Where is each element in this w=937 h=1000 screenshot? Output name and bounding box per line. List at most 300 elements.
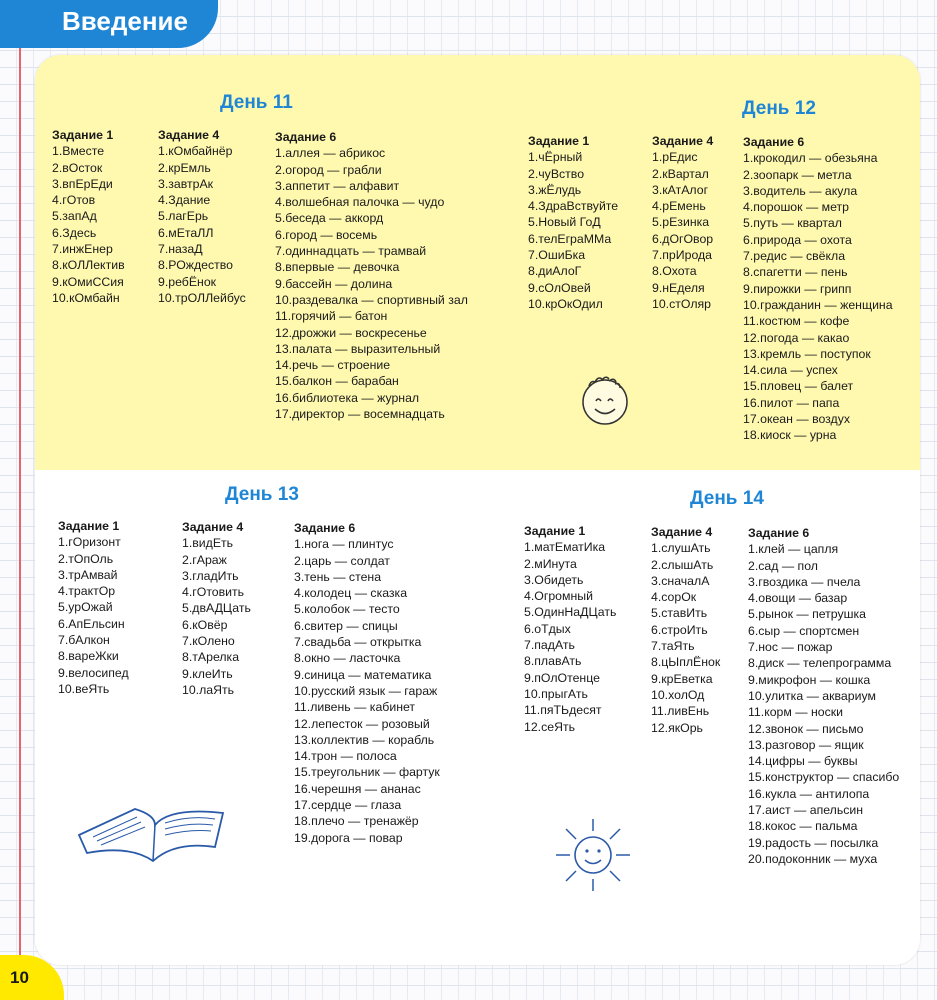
answer-list: [748, 541, 899, 867]
item-number: 3.: [652, 182, 663, 197]
item-number: 4.: [158, 193, 169, 208]
answer-text: инжЕнер: [62, 242, 113, 257]
answer-list: [182, 535, 251, 698]
answer-item: [294, 797, 440, 813]
item-number: 10.: [294, 683, 312, 698]
item-number: 2.: [651, 557, 662, 572]
answer-item: [743, 313, 893, 329]
item-number: 13.: [294, 732, 312, 747]
item-number: 8.: [294, 651, 305, 666]
answer-item: [743, 411, 893, 427]
answer-item: [743, 330, 893, 346]
day-14-task-1-column: [524, 523, 616, 735]
answer-text: мЕтаЛЛ: [168, 225, 214, 240]
answer-text: тОпОль: [68, 551, 114, 566]
answer-text: звонок — письмо: [765, 721, 864, 736]
answer-text: рЕдис: [662, 150, 698, 165]
answer-text: кОмиССия: [62, 274, 124, 289]
answer-text: гОризонт: [68, 535, 121, 550]
answer-text: радость — посылка: [765, 835, 879, 850]
answer-text: Огромный: [534, 589, 593, 604]
answer-text: диск — телепрограмма: [758, 656, 892, 671]
answer-item: [528, 280, 618, 296]
answer-item: [652, 166, 713, 182]
day-14-task-6-column: [748, 525, 899, 867]
item-number: 5.: [52, 209, 63, 224]
answer-item: [743, 362, 893, 378]
item-number: 10.: [652, 296, 670, 311]
page-number: 10: [10, 968, 29, 987]
item-number: 16.: [294, 781, 312, 796]
item-number: 15.: [743, 379, 761, 394]
answer-text: рЕзинка: [662, 215, 710, 230]
answer-text: ставИть: [661, 606, 708, 621]
answer-text: Обидеть: [534, 572, 584, 587]
answer-text: чЁрный: [538, 150, 583, 165]
answer-text: подоконник — муха: [765, 851, 878, 866]
item-number: 17.: [294, 798, 312, 813]
item-number: 7.: [651, 639, 662, 654]
answer-item: [52, 208, 125, 224]
answer-text: видЕть: [192, 536, 234, 551]
answer-item: [182, 600, 251, 616]
item-number: 2.: [294, 553, 305, 568]
item-number: 8.: [275, 260, 286, 275]
answer-item: [743, 346, 893, 362]
item-number: 8.: [528, 264, 539, 279]
answer-text: гвоздика — пчела: [758, 574, 861, 589]
item-number: 4.: [524, 589, 535, 604]
answer-item: [275, 292, 468, 308]
answer-text: горячий — батон: [291, 309, 388, 324]
answer-item: [58, 534, 129, 550]
item-number: 19.: [748, 835, 766, 850]
sun-icon: [548, 815, 638, 895]
item-number: 5.: [651, 606, 662, 621]
task-heading: Задание 4: [158, 128, 220, 142]
answer-text: киоск — урна: [760, 428, 837, 443]
answer-text: трактОр: [68, 584, 116, 599]
answer-text: лагЕрь: [168, 209, 209, 224]
item-number: 4.: [743, 200, 754, 215]
item-number: 11.: [748, 705, 765, 720]
answer-text: коллектив — корабль: [311, 732, 435, 747]
answer-item: [652, 182, 713, 198]
item-number: 7.: [524, 638, 535, 653]
answer-text: редис — свёкла: [753, 249, 846, 264]
answer-item: [748, 541, 899, 557]
answer-item: [743, 281, 893, 297]
answer-text: нос — пожар: [758, 640, 833, 655]
answer-list: [52, 143, 125, 306]
answer-list: [652, 149, 713, 312]
item-number: 10.: [182, 682, 200, 697]
answer-item: [743, 150, 893, 166]
item-number: 9.: [652, 280, 663, 295]
open-book-icon: [75, 795, 230, 870]
answer-item: [748, 851, 899, 867]
item-number: 10.: [52, 290, 70, 305]
item-number: 5.: [528, 215, 539, 230]
answer-item: [651, 687, 720, 703]
task-heading: Задание 1: [528, 134, 590, 148]
item-number: 13.: [748, 737, 766, 752]
item-number: 9.: [275, 276, 286, 291]
answer-text: путь — квартал: [753, 216, 842, 231]
answer-item: [651, 557, 720, 573]
item-number: 6.: [58, 616, 69, 631]
item-number: 19.: [294, 830, 312, 845]
answer-text: пяТЬдесят: [540, 703, 602, 718]
item-number: 11.: [743, 314, 760, 329]
item-number: 16.: [748, 786, 766, 801]
answer-item: [275, 308, 468, 324]
item-number: 8.: [524, 654, 535, 669]
answer-text: ОшиБка: [538, 248, 586, 263]
item-number: 10.: [158, 290, 176, 305]
answer-item: [182, 535, 251, 551]
item-number: 9.: [743, 281, 754, 296]
answer-text: океан — воздух: [760, 412, 851, 427]
item-number: 7.: [158, 242, 169, 257]
answer-item: [652, 280, 713, 296]
answer-item: [524, 702, 616, 718]
item-number: 7.: [275, 244, 286, 259]
day-12-task-4-column: [652, 133, 713, 312]
task-heading: Задание 6: [748, 526, 810, 540]
item-number: 17.: [275, 407, 293, 422]
item-number: 7.: [294, 635, 305, 650]
answer-text: слушАть: [661, 541, 711, 556]
answer-item: [58, 648, 129, 664]
item-number: 10.: [743, 297, 761, 312]
answer-text: прИрода: [662, 248, 713, 263]
answer-text: костюм — кофе: [759, 314, 850, 329]
item-number: 17.: [743, 412, 761, 427]
item-number: 12.: [294, 716, 312, 731]
answer-item: [748, 639, 899, 655]
answer-list: [275, 145, 468, 422]
item-number: 1.: [294, 537, 305, 552]
item-number: 4.: [748, 591, 759, 606]
answer-text: кОмбайн: [69, 290, 120, 305]
answer-item: [158, 208, 246, 224]
answer-text: рЕмень: [662, 199, 706, 214]
item-number: 4.: [58, 584, 69, 599]
answer-text: колобок — тесто: [304, 602, 400, 617]
answer-item: [294, 813, 440, 829]
answer-item: [652, 149, 713, 165]
answer-text: гАраж: [192, 552, 227, 567]
item-number: 7.: [182, 634, 193, 649]
answer-text: порошок — метр: [753, 200, 850, 215]
item-number: 11.: [294, 700, 311, 715]
item-number: 12.: [651, 720, 669, 735]
day-13-title: День 13: [225, 484, 299, 505]
answer-item: [528, 198, 618, 214]
answer-item: [275, 276, 468, 292]
item-number: 18.: [748, 819, 766, 834]
answer-item: [52, 160, 125, 176]
item-number: 8.: [651, 655, 662, 670]
answer-text: конструктор — спасибо: [765, 770, 900, 785]
answer-text: крОкОдил: [545, 296, 603, 311]
item-number: 1.: [524, 540, 535, 555]
item-number: 12.: [748, 721, 766, 736]
answer-item: [528, 263, 618, 279]
answer-item: [58, 599, 129, 615]
item-number: 2.: [158, 160, 169, 175]
item-number: 12.: [743, 330, 761, 345]
item-number: 5.: [58, 600, 69, 615]
answer-item: [294, 699, 440, 715]
answer-item: [524, 670, 616, 686]
day-13-task-6-column: [294, 520, 440, 846]
answer-item: [182, 568, 251, 584]
item-number: 2.: [52, 160, 63, 175]
item-number: 7.: [58, 633, 69, 648]
answer-text: плавАть: [534, 654, 582, 669]
answer-item: [275, 390, 468, 406]
item-number: 15.: [275, 374, 293, 389]
item-number: 6.: [158, 225, 169, 240]
answer-item: [52, 192, 125, 208]
item-number: 14.: [294, 749, 312, 764]
answer-text: пилот — папа: [760, 395, 840, 410]
answer-item: [182, 666, 251, 682]
item-number: 3.: [158, 176, 169, 191]
answer-text: таЯть: [661, 639, 695, 654]
answer-item: [748, 786, 899, 802]
answer-item: [58, 616, 129, 632]
item-number: 13.: [743, 346, 761, 361]
answer-text: палата — выразительный: [292, 341, 441, 356]
answer-item: [52, 225, 125, 241]
answer-text: треугольник — фартук: [311, 765, 440, 780]
answer-item: [524, 539, 616, 555]
answer-item: [524, 604, 616, 620]
answer-text: библиотека — журнал: [292, 390, 420, 405]
answer-list: [528, 149, 618, 312]
answer-text: пОлОтенце: [534, 670, 600, 685]
item-number: 18.: [743, 428, 761, 443]
answer-item: [58, 665, 129, 681]
answer-text: нЕделя: [662, 280, 705, 295]
item-number: 1.: [275, 146, 286, 161]
answer-item: [158, 176, 246, 192]
answer-item: [58, 567, 129, 583]
item-number: 14.: [275, 358, 293, 373]
item-number: 2.: [652, 166, 663, 181]
answer-text: кВартал: [662, 166, 709, 181]
task-heading: Задание 1: [52, 128, 114, 142]
item-number: 7.: [743, 249, 754, 264]
item-number: 1.: [651, 541, 662, 556]
answer-text: беседа — аккорд: [285, 211, 384, 226]
answer-item: [182, 633, 251, 649]
item-number: 3.: [651, 573, 662, 588]
answer-text: якОрь: [668, 720, 703, 735]
answer-item: [294, 748, 440, 764]
answer-item: [651, 540, 720, 556]
answer-item: [158, 274, 246, 290]
item-number: 4.: [294, 586, 305, 601]
item-number: 2.: [748, 558, 759, 573]
answer-item: [275, 194, 468, 210]
answer-item: [58, 681, 129, 697]
answer-text: улитка — аквариум: [765, 688, 876, 703]
item-number: 5.: [294, 602, 305, 617]
answer-item: [524, 621, 616, 637]
day-11-title: День 11: [220, 92, 293, 113]
answer-item: [652, 231, 713, 247]
item-number: 16.: [743, 395, 761, 410]
item-number: 9.: [528, 280, 539, 295]
answer-text: речь — строение: [292, 358, 391, 373]
item-number: 6.: [528, 231, 539, 246]
answer-item: [748, 737, 899, 753]
answer-item: [158, 143, 246, 159]
answer-item: [748, 818, 899, 834]
answer-text: РОждество: [168, 258, 234, 273]
answer-text: слышАть: [661, 557, 714, 572]
answer-item: [294, 716, 440, 732]
answer-list: [651, 540, 720, 736]
answer-text: пирожки — грипп: [753, 281, 852, 296]
answer-item: [743, 297, 893, 313]
item-number: 8.: [52, 258, 63, 273]
item-number: 3.: [275, 178, 286, 193]
answer-text: двАДЦать: [192, 601, 251, 616]
answer-text: крЕмль: [168, 160, 211, 175]
answer-item: [651, 671, 720, 687]
answer-text: водитель — акула: [753, 183, 858, 198]
answer-text: Здесь: [62, 225, 97, 240]
answer-text: кукла — антилопа: [765, 786, 870, 801]
answer-item: [652, 263, 713, 279]
answer-item: [651, 720, 720, 736]
task-heading: Задание 4: [652, 134, 714, 148]
item-number: 1.: [158, 144, 169, 159]
answer-text: гОтов: [62, 193, 96, 208]
answer-text: плечо — тренажёр: [311, 814, 419, 829]
answer-item: [294, 764, 440, 780]
answer-text: директор — восемнадцать: [292, 407, 445, 422]
item-number: 8.: [652, 264, 663, 279]
item-number: 6.: [651, 622, 662, 637]
answer-text: крокодил — обезьяна: [753, 151, 878, 166]
answer-text: ливЕнь: [667, 704, 710, 719]
item-number: 3.: [182, 568, 193, 583]
item-number: 6.: [294, 618, 305, 633]
answer-text: микрофон — кошка: [758, 672, 871, 687]
answer-text: дОгОвор: [662, 231, 714, 246]
item-number: 3.: [748, 574, 759, 589]
answer-text: гражданин — женщина: [760, 297, 893, 312]
answer-item: [652, 198, 713, 214]
answer-text: окно — ласточка: [304, 651, 401, 666]
answer-item: [182, 649, 251, 665]
answer-text: русский язык — гараж: [311, 683, 438, 698]
day-12-task-1-column: [528, 133, 618, 312]
item-number: 1.: [748, 542, 759, 557]
answer-item: [743, 378, 893, 394]
answer-text: свитер — спицы: [304, 618, 398, 633]
answer-item: [748, 802, 899, 818]
item-number: 12.: [275, 325, 293, 340]
answer-item: [528, 247, 618, 263]
task-heading: Задание 1: [58, 519, 120, 533]
item-number: 10.: [275, 292, 293, 307]
item-number: 15.: [748, 770, 766, 785]
answer-item: [294, 781, 440, 797]
answer-text: оТдых: [534, 621, 571, 636]
answer-item: [748, 558, 899, 574]
answer-item: [743, 183, 893, 199]
answer-item: [158, 257, 246, 273]
item-number: 5.: [743, 216, 754, 231]
item-number: 6.: [275, 227, 286, 242]
item-number: 5.: [524, 605, 535, 620]
answer-text: огород — грабли: [285, 162, 382, 177]
answer-text: Здание: [168, 193, 211, 208]
item-number: 10.: [651, 687, 669, 702]
item-number: 11.: [275, 309, 292, 324]
item-number: 2.: [182, 552, 193, 567]
answer-text: кремль — поступок: [760, 346, 871, 361]
answer-text: кАтАлог: [662, 182, 709, 197]
item-number: 9.: [158, 274, 169, 289]
answer-text: одиннадцать — трамвай: [285, 244, 427, 259]
answer-item: [275, 210, 468, 226]
item-number: 3.: [52, 176, 63, 191]
answer-text: лепесток — розовый: [311, 716, 430, 731]
answer-item: [651, 622, 720, 638]
item-number: 8.: [748, 656, 759, 671]
answer-text: вОсток: [62, 160, 103, 175]
item-number: 8.: [158, 258, 169, 273]
answer-text: бассейн — долина: [285, 276, 393, 291]
item-number: 4.: [528, 199, 539, 214]
day-14-task-4-column: [651, 524, 720, 736]
answer-text: впЕрЕди: [62, 176, 113, 191]
answer-text: Вместе: [62, 144, 105, 159]
day-12-task-6-column: [743, 134, 893, 444]
answer-item: [524, 719, 616, 735]
item-number: 4.: [182, 585, 193, 600]
answer-item: [58, 632, 129, 648]
item-number: 1.: [58, 535, 69, 550]
item-number: 2.: [743, 167, 754, 182]
answer-item: [528, 231, 618, 247]
task-heading: Задание 4: [651, 525, 713, 539]
answer-text: Новый ГоД: [538, 215, 601, 230]
answer-item: [528, 149, 618, 165]
answer-item: [294, 601, 440, 617]
answer-text: ливень — кабинет: [310, 700, 416, 715]
item-number: 7.: [528, 248, 539, 263]
answer-text: кокос — пальма: [765, 819, 858, 834]
answer-text: погода — какао: [760, 330, 850, 345]
answer-text: ЗдраВствуйте: [538, 199, 619, 214]
item-number: 6.: [743, 232, 754, 247]
item-number: 5.: [158, 209, 169, 224]
answer-item: [528, 214, 618, 230]
answer-text: веЯть: [75, 681, 110, 696]
item-number: 1.: [182, 536, 193, 551]
item-number: 11.: [651, 704, 668, 719]
answer-list: [743, 150, 893, 443]
